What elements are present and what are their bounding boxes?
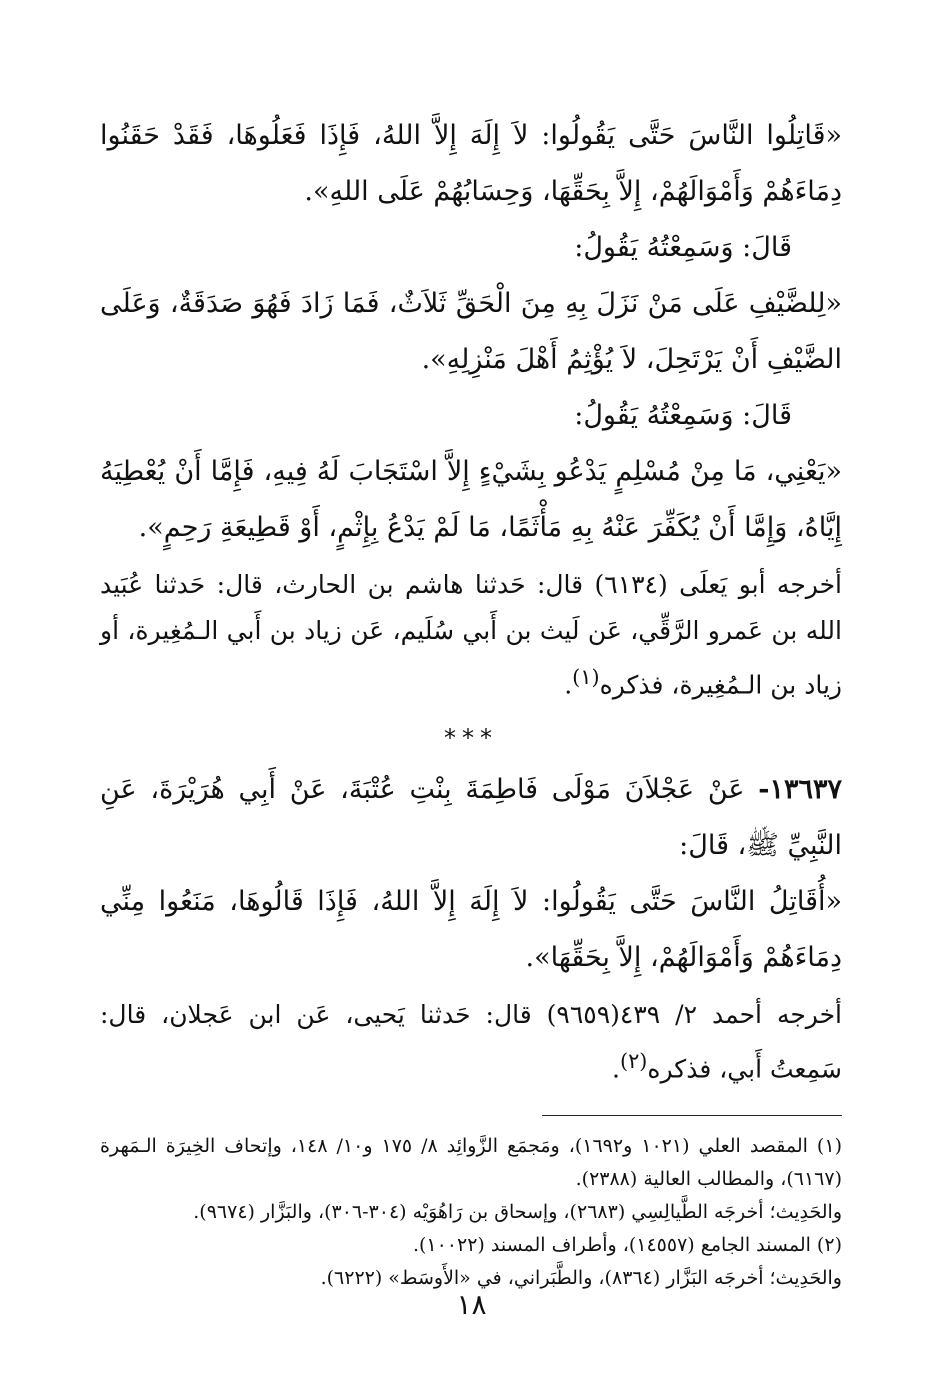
page-number: ١٨ (456, 1288, 487, 1321)
footnote-ref-1: (١) (572, 665, 600, 689)
takhrij-1: أخرجه أبو يَعلَى (٦١٣٤) قال: حَدثنا هاشم بن الحارث، قال: حَدثنا عُبَيد الله بن عَمرو الرَّقِّي، عَن لَيث بن أَبي سُلَيم، عَن زياد بن أَبي الـمُغِيرة، أو زياد بن الـمُغِيرة، فذكره$^{(١)}$. (100, 570, 842, 700)
hadith-number: ١٣٦٣٧- (758, 774, 842, 806)
hadith-text-3: «يَعْنِي، مَا مِنْ مُسْلِمٍ يَدْعُو بِشَيْءٍ إِلاَّ اسْتَجَابَ لَهُ فِيهِ، فَإِمَّا أَنْ يُعْطِيَهُ إِيَّاهُ، وَإِمَّا أَنْ يُكَفِّرَ عَنْهُ بِهِ مَأْثَمًا، مَا لَمْ يَدْعُ بِإِثْمٍ، أَوْ قَطِيعَةِ رَحِمٍ». (100, 456, 842, 543)
footnote-2: (٢) المسند الجامع (١٤٥٥٧)، وأطراف المسند (١٠٠٢٢). (412, 1233, 842, 1256)
section-separator: *** (444, 724, 498, 753)
narrator-said-1: قَالَ: وَسَمِعْتُهُ يَقُولُ: (574, 232, 792, 263)
page-body (100, 108, 842, 1295)
hadith-text-2: «لِلضَّيْفِ عَلَى مَنْ نَزَلَ بِهِ مِنَ الْحَقِّ ثَلاَثٌ، فَمَا زَادَ فَهُوَ صَدَقَةٌ، وَعَلَى الضَّيْفِ أَنْ يَرْتَحِلَ، لاَ يُؤْثِمُ أَهْلَ مَنْزِلِهِ». (100, 288, 842, 375)
hadith-text-1: «قَاتِلُوا النَّاسَ حَتَّى يَقُولُوا: لاَ إِلَهَ إِلاَّ اللهُ، فَإِذَا فَعَلُوهَا، فَقَدْ حَقَنُوا دِمَاءَهُمْ وَأَمْوَالَهُمْ، إِلاَّ بِحَقِّهَا، وَحِسَابُهُمْ عَلَى اللهِ». (100, 120, 842, 207)
narrator-said-2: قَالَ: وَسَمِعْتُهُ يَقُولُ: (574, 400, 792, 431)
takhrij-2: أخرجه أحمد ٢/ ٤٣٩(٩٦٥٩) قال: حَدثنا يَحيى، عَن ابن عَجلان، قال: سَمِعتُ أَبي، فذكره$^{(٢)}$. (100, 1000, 843, 1084)
footnote-1-continuation: والحَدِيث؛ أخرجَه الطَّيالِسِي (٢٦٨٣)، وإسحاق بن رَاهُوَيْه (٣٠٤-٣٠٦)، والبَزَّار (٩٦٧٤). (193, 1200, 842, 1223)
footnote-2-continuation: والحَدِيث؛ أخرجَه البَزَّار (٨٣٦٤)، والطَّبَراني، في «الأَوسَط» (٦٢٢٢). (320, 1266, 842, 1289)
footnote-divider (542, 1115, 842, 1116)
takhrij-2-text: أخرجه أحمد ٢/ ٤٣٩(٩٦٥٩) قال: حَدثنا يَحيى، عَن ابن عَجلان، قال: سَمِعتُ أَبي، فذكره (100, 1000, 843, 1084)
hadith-text-4: «أُقَاتِلُ النَّاسَ حَتَّى يَقُولُوا: لاَ إِلَهَ إِلاَّ اللهُ، فَإِذَا قَالُوهَا، مَنَعُوا مِنِّي دِمَاءَهُمْ وَأَمْوَالَهُمْ، إِلاَّ بِحَقِّهَا». (100, 886, 842, 974)
takhrij-1-text: أخرجه أبو يَعلَى (٦١٣٤) قال: حَدثنا هاشم بن الحارث، قال: حَدثنا عُبَيد الله بن عَمرو الرَّقِّي، عَن لَيث بن أَبي سُلَيم، عَن زياد بن أَبي الـمُغِيرة، أو زياد بن الـمُغِيرة، فذكره (100, 570, 842, 700)
hadith-chain: عَنْ عَجْلاَنَ مَوْلَى فَاطِمَةَ بِنْتِ عُتْبَةَ، عَنْ أَبِي هُرَيْرَةَ، عَنِ النَّبِيِّ ﷺ، قَالَ: (100, 774, 842, 862)
footnote-ref-2: (٢) (619, 1049, 648, 1074)
hadith-intro (100, 762, 842, 874)
footnote-1: (١) المقصد العلي (١٠٢١ و١٦٩٢)، ومَجمَع الزَّوائِد ٨/ ١٧٥ و١٠/ ١٤٨، وإتحاف الخِيرَة الـمَهرة (٦١٦٧)، والمطالب العالية (٢٣٨٨). (100, 1134, 842, 1190)
footnotes (100, 1130, 842, 1295)
